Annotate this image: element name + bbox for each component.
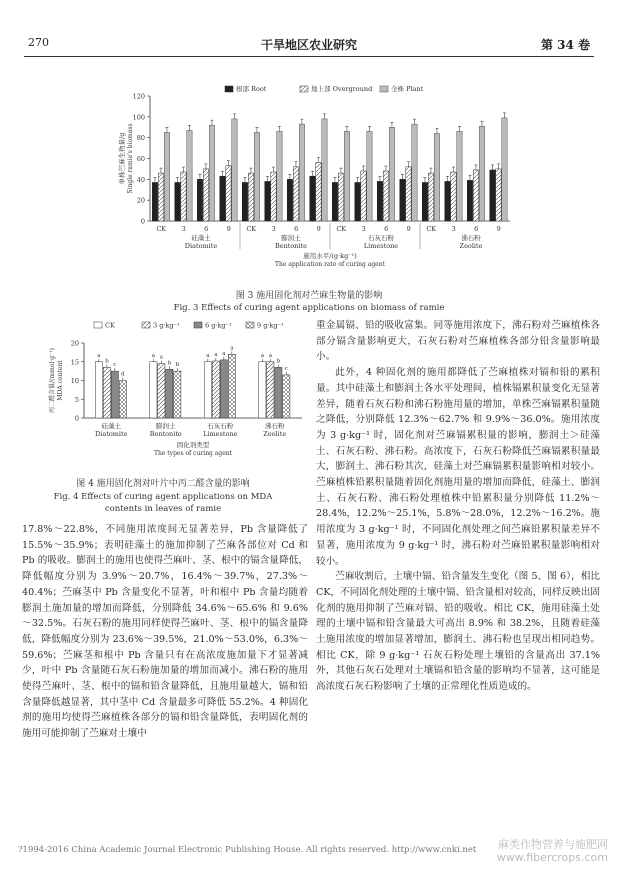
bar <box>212 361 219 418</box>
bar <box>152 182 157 221</box>
paragraph: 此外，4 种固化剂的施用都降低了苎麻植株对镉和铅的累积量。其中硅藻土和膨润土各水平处理间，植株镉累积量变化无显著差异，随着石灰石粉和沸石粉施用量的增加，单株苎麻镉累积量随之降低，分别降低 12.3%～62.7% 和 9.9%～36.0%。施用浓度为 3 g·kg⁻¹ 时，固化剂对苎麻镉累积量的影响，膨润土＞硅藻土、石灰石粉、沸石粉。高浓度下，石灰石粉降低苎麻镉累积量最大，膨润土、沸石粉其次，硅藻土对苎麻镉累积量影响相对较小。苎麻植株铅累积量随着固化剂施用量的增加而降低，硅藻土、膨润土、石灰石粉、沸石粉处理植株中铅累积量分别降低 11.2%～28.4%，12.2%～25.1%，5.8%～28.0%，12.2%～16.2%。施用浓度为 3 g·kg⁻¹ 时，不同固化剂处理之间苎麻铅累积量差异不显著，施用浓度为 9 g·kg⁻¹ 时，沸石粉对苎麻铅累积量影响相对较小。 <box>316 367 600 567</box>
bar <box>377 181 382 221</box>
x-tick-label: 9 <box>316 225 321 233</box>
bar <box>175 182 180 221</box>
page-number: 270 <box>28 36 49 49</box>
legend-swatch <box>94 322 102 328</box>
y-axis-label: 丙二醛含量/(mmol·g⁻¹) <box>49 348 56 413</box>
bar <box>232 119 237 221</box>
bar <box>203 169 208 221</box>
significance-letter: a <box>230 345 234 352</box>
legend-swatch <box>194 322 202 328</box>
legend-swatch <box>300 86 308 92</box>
significance-letter: a <box>260 352 264 359</box>
y-tick-label: 20 <box>136 196 145 205</box>
bar <box>164 132 169 221</box>
bar <box>248 173 253 221</box>
bar <box>265 181 270 221</box>
bar <box>412 124 417 221</box>
group-label-cn: 膨润土 <box>281 234 301 242</box>
category-label-cn: 沸石粉 <box>265 422 285 430</box>
y-axis-label: 单株苎麻生物量/g <box>118 132 126 185</box>
significance-letter: c <box>284 365 288 372</box>
x-tick-label: 3 <box>361 225 366 233</box>
x-tick-label: 9 <box>226 225 231 233</box>
figure-4-caption-cn: 图 4 施用固化剂对叶片中丙二醛含量的影响 <box>76 479 250 489</box>
x-tick-label: 6 <box>384 225 389 233</box>
legend-label: 3 g·kg⁻¹ <box>153 321 180 330</box>
bar <box>445 181 450 221</box>
significance-letter: c <box>113 362 117 369</box>
legend-label: 6 g·kg⁻¹ <box>205 321 232 330</box>
y-tick-label: 100 <box>132 113 145 122</box>
bar <box>95 362 102 418</box>
group-label-cn: 硅藻土 <box>191 234 211 242</box>
watermark <box>497 838 608 864</box>
category-label-cn: 膨润土 <box>156 422 176 430</box>
category-label-cn: 硅藻土 <box>101 422 121 430</box>
figure-3-caption-en: Fig. 3 Effects of curing agent applications on biomass of ramie <box>173 303 445 313</box>
x-tick-label: 6 <box>474 225 479 233</box>
category-label-en: Limestone <box>203 430 238 438</box>
significance-letter: a <box>206 352 210 359</box>
y-tick-label: 15 <box>70 358 79 367</box>
y-tick-label: 10 <box>70 377 79 385</box>
y-tick-label: 0 <box>74 414 79 423</box>
group-label-en: Zeolite <box>459 242 483 250</box>
y-tick-label: 120 <box>132 92 145 101</box>
figure-4-caption-en-1: Fig. 4 Effects of curing agent applications on MDA <box>53 492 273 502</box>
figure-4-caption-en-2: contents in leaves of ramie <box>104 504 222 514</box>
x-tick-label: CK <box>426 225 437 233</box>
significance-letter: b <box>105 358 109 365</box>
y-tick-label: 5 <box>74 395 79 404</box>
significance-letter: a <box>214 352 218 358</box>
volume-label: 第 34 卷 <box>540 38 590 52</box>
bar <box>174 371 181 418</box>
bar <box>322 119 327 221</box>
x-tick-label: CK <box>336 225 347 233</box>
group-label-en: Bentonite <box>274 242 308 250</box>
significance-letter: a <box>97 352 101 359</box>
bar <box>158 173 163 221</box>
group-label-cn: 沸石粉 <box>461 234 481 242</box>
bar <box>283 375 290 418</box>
legend-label: CK <box>105 321 115 330</box>
bar <box>310 176 315 221</box>
bar <box>406 167 411 221</box>
bar <box>220 176 225 221</box>
x-tick-label: CK <box>246 225 257 233</box>
category-label-cn: 石灰石粉 <box>207 422 234 430</box>
bar <box>434 134 439 222</box>
bar <box>150 362 157 418</box>
x-axis-label-cn: 施用水平/(g·kg⁻¹) <box>303 252 357 260</box>
paragraph: 重金属镉、铅的吸收富集。同等施用浓度下，沸石粉对苎麻植株各部分镉含量影响更大，石灰石粉对苎麻植株各部分铅含量影响最小。 <box>316 320 600 363</box>
bar <box>422 182 427 221</box>
x-tick-label: 6 <box>294 225 299 233</box>
bar <box>119 381 126 419</box>
bar <box>338 173 343 221</box>
bar <box>428 173 433 221</box>
significance-letter: b <box>167 360 172 367</box>
group-label-en: Limestone <box>363 242 399 250</box>
bar <box>166 369 173 418</box>
bar <box>275 367 282 418</box>
watermark-line-1: 麻类作物营养与施肥网 <box>498 838 608 851</box>
y-tick-label: 0 <box>140 217 145 226</box>
y-tick-label: 60 <box>136 155 145 163</box>
journal-title: 干旱地区农业研究 <box>260 38 357 52</box>
bar <box>316 163 321 221</box>
group-label-en: Diatomite <box>184 242 218 250</box>
bar <box>361 171 366 221</box>
x-axis-label-en: The application rate of curing agent <box>275 261 385 268</box>
bar <box>181 172 186 221</box>
left-column-text <box>22 522 308 742</box>
bar <box>467 180 472 221</box>
bar <box>267 362 274 418</box>
significance-letter: a <box>151 352 155 359</box>
watermark-line-2: www.fibercrops.com <box>496 851 608 864</box>
bar <box>103 367 110 418</box>
bar <box>271 172 276 221</box>
bar <box>473 170 478 221</box>
bar <box>299 124 304 221</box>
figure-4-chart <box>14 318 314 468</box>
copyright-footer: ?1994-2016 China Academic Journal Electronic Publishing House. All rights reserved. http://www.cnki.net <box>18 845 477 855</box>
bar <box>220 360 227 418</box>
legend-label: 地上部 Overground <box>311 85 373 93</box>
legend-swatch <box>142 322 150 328</box>
header-rule <box>24 56 594 57</box>
x-tick-label: 9 <box>496 225 501 233</box>
legend-label: 9 g·kg⁻¹ <box>257 321 284 330</box>
y-tick-label: 20 <box>70 339 79 348</box>
legend-label: 根部 Root <box>236 85 267 93</box>
bar <box>187 130 192 221</box>
bar <box>197 179 202 221</box>
bar <box>367 131 372 221</box>
bar <box>400 179 405 221</box>
x-axis-label-cn: 固化剂类型 <box>176 441 210 449</box>
bar <box>111 371 118 418</box>
x-tick-label: 3 <box>271 225 276 233</box>
bar <box>389 127 394 221</box>
legend-swatch <box>225 86 233 92</box>
paragraph: 17.8%～22.8%，不同施用浓度间无显著差异，Pb 含量降低了 15.5%～35.9%；表明硅藻土的施加抑制了苎麻各部位对 Cd 和 Pb 的吸收。膨润土的施用也使得苎麻叶、茎、根中的镉含量降低，降低幅度分别为 3.9%～20.7%，16.4%～39.7%，27.3%～40.4%；苎麻茎中 Pb 含量变化不显著，叶和根中 Pb 含量均随着膨润土施加量的增加而降低，分别降低 34.6%～65.6% 和 9.6%～32.5%。石灰石粉的施用同样使得苎麻叶、茎、根中的镉含量降低，降低幅度分别为 23.6%～39.5%，21.0%～53.0%，6.3%～59.6%；苎麻茎和根中 Pb 含量只有在高浓度施加量下才显著减少，叶中 Pb 含量随石灰石粉施加量的增加而减小。沸石粉的施用使得苎麻叶、茎、根中的镉和铅含量降低，且施用量越大，镉和铅含量降低越显著，其中茎中 Cd 含量最多可降低 55.2%。4 种固化剂的施用均使得苎麻植株各部分的镉和铅含量降低，表明固化剂的施用可能抑制了苎麻对土壤中 <box>22 524 308 740</box>
category-label-en: Bentonite <box>149 430 182 438</box>
bar <box>287 179 292 221</box>
bar <box>277 131 282 221</box>
figure-3-chart <box>0 76 618 316</box>
bar <box>204 362 211 418</box>
significance-letter: d <box>121 371 125 378</box>
significance-letter: a <box>268 352 272 359</box>
bar <box>457 131 462 221</box>
bar <box>293 167 298 221</box>
bar <box>496 169 501 221</box>
legend-swatch <box>380 86 388 92</box>
significance-letter: a <box>159 354 163 361</box>
bar <box>344 131 349 221</box>
category-label-en: Zeolite <box>263 430 287 438</box>
y-axis-label-en: MDA content <box>57 360 64 401</box>
bar <box>451 172 456 221</box>
legend-label: 全株 Plant <box>391 85 424 93</box>
bar <box>355 182 360 221</box>
right-column-text <box>316 318 600 695</box>
bar <box>259 362 266 418</box>
x-tick-label: 3 <box>451 225 456 233</box>
bar <box>332 182 337 221</box>
significance-letter: b <box>276 358 281 365</box>
bar <box>383 171 388 221</box>
category-label-en: Diatomite <box>95 430 128 438</box>
paragraph: 苎麻收割后，土壤中镉、铅含量发生变化（图 5、图 6），相比 CK，不同固化剂处理的土壤中镉、铅含量相对较高，同样反映出固化剂的施用抑制了苎麻对镉、铅的吸收。相比 CK，施用硅藻土处理的土壤中镉和铅含量最大可高出 8.9% 和 38.2%，且随着硅藻土施用浓度的增加显著增加，膨润土、沸石粉也呈现出相同趋势。相比 CK，除 9 g·kg⁻¹ 石灰石粉处理土壤铅的含量高出 37.1% 外，其他石灰石处理对土壤镉和铅含量的影响均不显著，这可能是高浓度石灰石粉影响了土壤的正常理化性质造成的。 <box>316 571 600 693</box>
bar <box>228 354 235 418</box>
x-tick-label: CK <box>156 225 167 233</box>
significance-letter: a <box>222 350 226 357</box>
bar <box>242 182 247 221</box>
x-axis-label-en: The types of curing agent <box>153 450 233 457</box>
x-tick-label: 3 <box>181 225 186 233</box>
legend-swatch <box>246 322 254 328</box>
bar <box>158 364 165 418</box>
group-label-cn: 石灰石粉 <box>368 234 394 242</box>
bar <box>226 166 231 221</box>
bar <box>209 125 214 221</box>
bar <box>254 132 259 221</box>
bar <box>490 170 495 221</box>
significance-letter: b <box>175 362 180 369</box>
bar <box>479 126 484 221</box>
y-axis-label-en: Single ramie's biomass <box>127 123 134 194</box>
y-tick-label: 40 <box>136 175 145 184</box>
y-tick-label: 80 <box>136 134 145 143</box>
x-tick-label: 9 <box>406 225 411 233</box>
bar <box>502 118 507 221</box>
figure-3-caption-cn: 图 3 施用固化剂对苎麻生物量的影响 <box>235 291 383 301</box>
x-tick-label: 6 <box>204 225 209 233</box>
